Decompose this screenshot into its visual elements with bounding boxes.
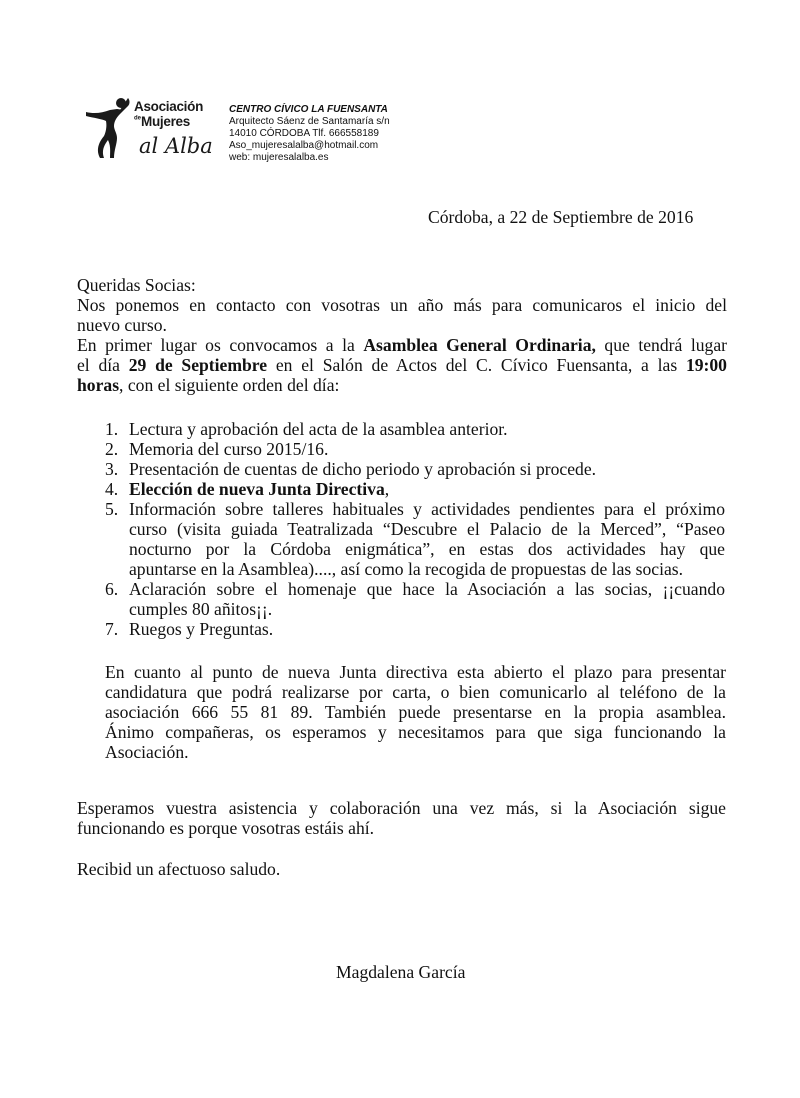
center-email: Aso_mujeresalalba@hotmail.com xyxy=(229,140,379,151)
list-number: 2. xyxy=(105,439,119,459)
convocation-text: el día xyxy=(77,355,129,375)
list-item xyxy=(105,499,725,579)
list-item xyxy=(105,459,725,479)
list-text: Ruegos y Preguntas. xyxy=(129,619,274,639)
intro-line: Nos ponemos en contacto con vosotras un año más para comunicaros el inicio del xyxy=(77,295,727,315)
paragraph-line: asociación 666 55 81 89. También puede presentarse en la propia asamblea. xyxy=(105,702,726,722)
convocation-text: , con el siguiente orden del día: xyxy=(119,375,340,395)
list-text: curso (visita guiada Teatralizada “Descubre el Palacio de la Merced”, “Paseo xyxy=(129,519,725,539)
list-number: 3. xyxy=(105,459,119,479)
assembly-date: 29 de Septiembre xyxy=(128,355,268,375)
center-address: Arquitecto Sáenz de Santamaría s/n xyxy=(229,116,390,127)
attendance-paragraph xyxy=(77,798,726,838)
logo-de: de xyxy=(134,115,142,122)
paragraph-line: funcionando es porque vosotras estáis ahí. xyxy=(77,818,375,838)
convocation-text: En primer lugar os convocamos a la xyxy=(77,335,364,355)
list-text: cumples 80 añitos¡¡. xyxy=(129,599,273,619)
center-web: web: mujeresalalba.es xyxy=(229,152,329,163)
assembly-time-unit: horas xyxy=(77,375,120,395)
closing-line: Recibid un afectuoso saludo. xyxy=(77,859,281,879)
center-city-phone: 14010 CÓRDOBA Tlf. 666558189 xyxy=(229,128,379,139)
paragraph-line: Asociación. xyxy=(105,742,189,762)
list-text-bold: Elección de nueva Junta Directiva xyxy=(129,479,385,499)
list-number: 6. xyxy=(105,579,119,599)
list-text: Aclaración sobre el homenaje que hace la Asociación a las socias, ¡¡cuando xyxy=(129,579,725,599)
letter-date: Córdoba, a 22 de Septiembre de 2016 xyxy=(428,207,694,227)
list-number: 1. xyxy=(105,419,119,439)
list-item xyxy=(105,479,725,499)
list-item xyxy=(105,439,725,459)
list-item xyxy=(105,619,725,639)
list-text xyxy=(129,479,725,499)
list-text: apuntarse en la Asamblea)...., así como la recogida de propuestas de las socias. xyxy=(129,559,684,579)
list-number: 4. xyxy=(105,479,119,499)
greeting: Queridas Socias: xyxy=(77,275,196,295)
list-text: nocturno por la Córdoba enigmática”, en estas dos actividades hay que xyxy=(129,539,725,559)
dancer-figure-icon xyxy=(84,96,134,162)
association-logo xyxy=(84,96,214,164)
center-title: CENTRO CÍVICO LA FUENSANTA xyxy=(229,104,388,115)
logo-line-asociacion: Asociación xyxy=(134,99,204,114)
list-text: Información sobre talleres habituales y actividades pendientes para el próximo xyxy=(129,499,725,519)
paragraph-line: candidatura que podrá realizarse por carta, o bien comunicarlo al teléfono de la xyxy=(105,682,726,702)
list-number: 5. xyxy=(105,499,119,519)
agenda-list xyxy=(105,419,725,639)
list-text: Memoria del curso 2015/16. xyxy=(129,439,329,459)
paragraph-line: En cuanto al punto de nueva Junta directiva esta abierto el plazo para presentar xyxy=(105,662,726,682)
assembly-time: 19:00 xyxy=(685,355,727,375)
convocation-line xyxy=(77,375,727,395)
civic-center-info xyxy=(229,104,390,164)
signature-name: Magdalena García xyxy=(336,962,466,982)
logo-line-mujeres: Mujeres xyxy=(141,114,190,129)
list-number: 7. xyxy=(105,619,119,639)
list-text: Presentación de cuentas de dicho periodo y aprobación si procede. xyxy=(129,459,597,479)
convocation-line xyxy=(77,335,727,355)
list-text: Lectura y aprobación del acta de la asamblea anterior. xyxy=(129,419,508,439)
list-item xyxy=(105,419,725,439)
convocation-text: que tendrá lugar xyxy=(595,335,727,355)
intro-line: nuevo curso. xyxy=(77,315,167,335)
board-election-paragraph xyxy=(105,662,726,762)
list-item xyxy=(105,579,725,619)
list-text-rest: , xyxy=(384,479,390,499)
logo-line-alba: al Alba xyxy=(139,134,213,158)
assembly-name: Asamblea General Ordinaria, xyxy=(363,335,596,355)
convocation-text: en el Salón de Actos del C. Cívico Fuensanta, a las xyxy=(267,355,686,375)
convocation-line xyxy=(77,355,727,375)
paragraph-line: Ánimo compañeras, os esperamos y necesitamos para que siga funcionando la xyxy=(105,722,726,742)
letter-intro xyxy=(77,275,727,395)
paragraph-line: Esperamos vuestra asistencia y colaboración una vez más, si la Asociación sigue xyxy=(77,798,726,818)
